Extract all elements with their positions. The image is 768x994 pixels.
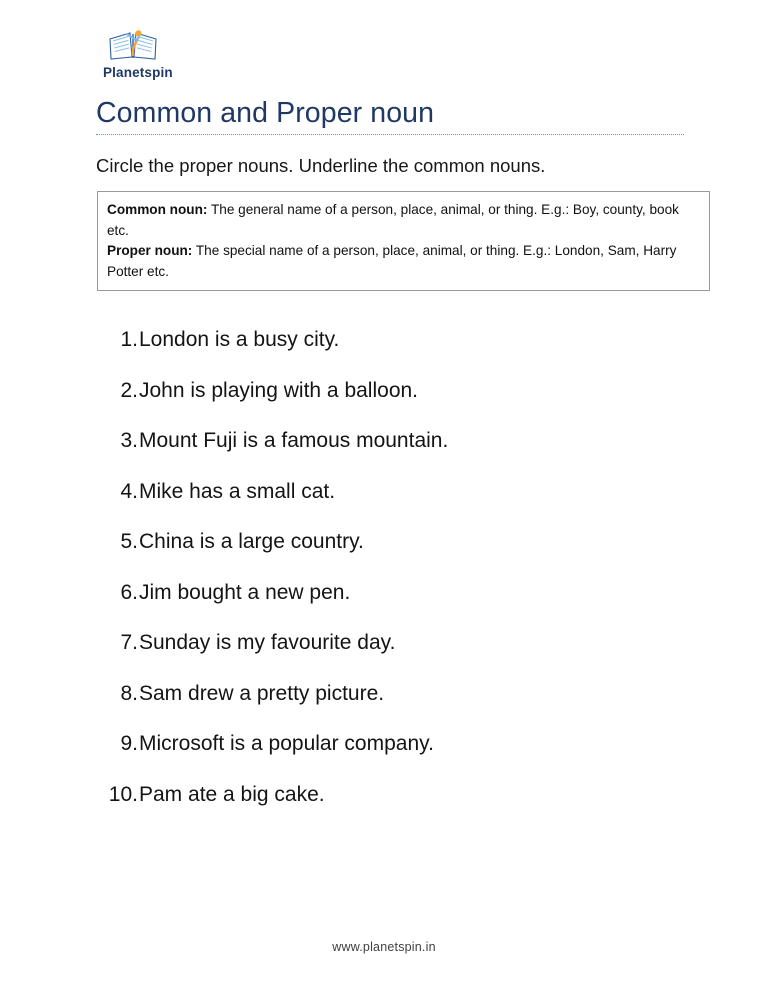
question-text[interactable]: Pam ate a big cake. xyxy=(139,782,325,806)
definition-common-noun xyxy=(107,200,699,241)
question-item xyxy=(96,427,696,478)
question-number: 10. xyxy=(108,782,138,806)
question-number: 1. xyxy=(120,328,138,351)
question-text[interactable]: London is a busy city. xyxy=(139,328,340,351)
question-number: 7. xyxy=(120,631,138,654)
question-item xyxy=(96,478,696,529)
question-number: 3. xyxy=(120,429,138,452)
definition-proper-noun xyxy=(107,241,699,282)
question-number: 5. xyxy=(120,530,138,553)
definition-proper-noun-label: Proper noun: xyxy=(107,243,193,258)
question-item xyxy=(96,781,696,832)
brand-logo xyxy=(103,28,273,81)
question-number: 4. xyxy=(120,479,138,503)
definition-box xyxy=(97,191,710,291)
question-text[interactable]: Mount Fuji is a famous mountain. xyxy=(139,429,449,452)
question-item xyxy=(96,680,696,731)
question-number: 9. xyxy=(120,732,138,755)
question-list xyxy=(96,326,696,831)
definition-common-noun-label: Common noun: xyxy=(107,202,208,217)
title-divider xyxy=(96,134,684,135)
question-text[interactable]: Jim bought a new pen. xyxy=(139,580,351,604)
definition-proper-noun-text: The special name of a person, place, animal, or thing. E.g.: London, Sam, Harry Potter etc. xyxy=(107,243,677,279)
page-title: Common and Proper noun xyxy=(96,97,435,129)
question-text[interactable]: Sam drew a pretty picture. xyxy=(139,681,385,705)
question-text[interactable]: Microsoft is a popular company. xyxy=(139,732,434,755)
question-text[interactable]: Sunday is my favourite day. xyxy=(139,631,396,654)
instruction-text: Circle the proper nouns. Underline the common nouns. xyxy=(96,155,546,176)
question-item xyxy=(96,377,696,428)
question-text[interactable]: John is playing with a balloon. xyxy=(139,378,419,402)
question-number: 8. xyxy=(120,681,138,705)
question-item xyxy=(96,629,696,680)
open-book-with-figure-icon xyxy=(107,28,159,62)
question-item xyxy=(96,528,696,579)
question-item xyxy=(96,326,696,377)
question-item xyxy=(96,579,696,630)
question-number: 2. xyxy=(120,378,138,402)
definition-common-noun-text: The general name of a person, place, animal, or thing. E.g.: Boy, county, book etc. xyxy=(107,202,679,238)
question-text[interactable]: China is a large country. xyxy=(139,530,364,553)
question-number: 6. xyxy=(120,580,138,604)
footer-url: www.planetspin.in xyxy=(332,940,436,954)
brand-wordmark: Planetspin xyxy=(103,65,173,80)
question-text[interactable]: Mike has a small cat. xyxy=(139,479,336,503)
question-item xyxy=(96,730,696,781)
